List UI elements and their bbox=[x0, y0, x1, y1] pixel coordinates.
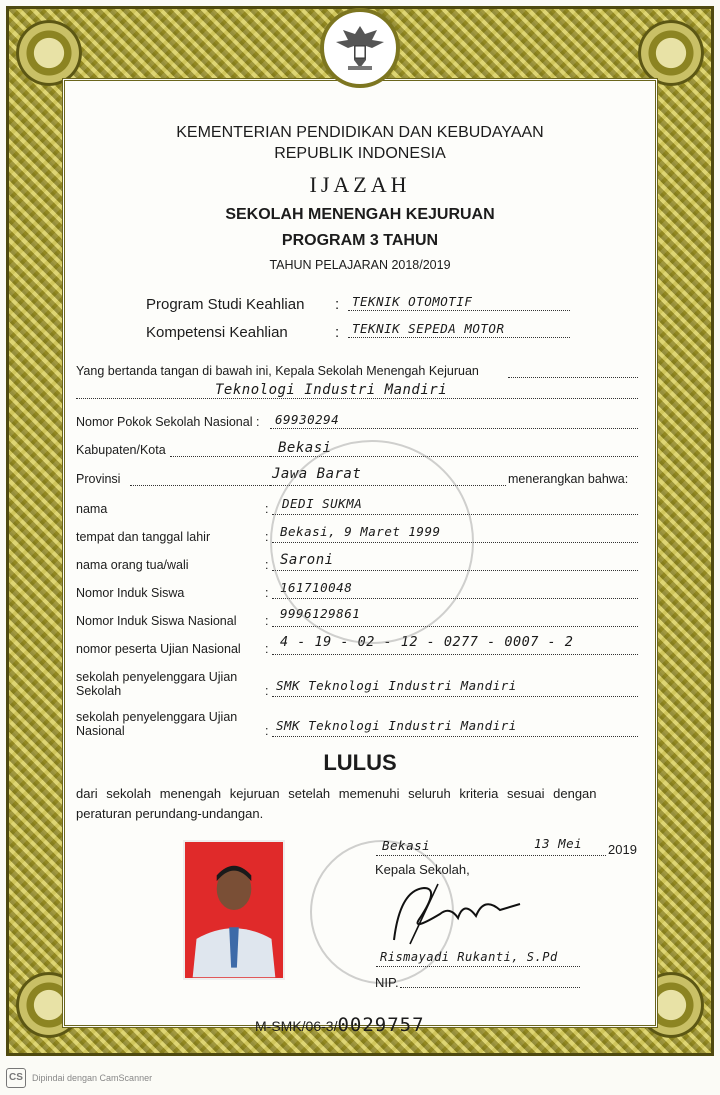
sign-year: 2019 bbox=[608, 842, 637, 857]
parent-label: nama orang tua/wali bbox=[76, 558, 189, 572]
sign-date: 13 Mei bbox=[534, 836, 583, 851]
colon: : bbox=[265, 530, 269, 544]
parent-value: Saroni bbox=[280, 552, 334, 568]
program-length: PROGRAM 3 TAHUN bbox=[281, 232, 439, 249]
document-title: IJAZAH bbox=[309, 172, 411, 197]
colon: : bbox=[265, 684, 269, 698]
serial-prefix: M-SMK/06-3/ bbox=[255, 1018, 338, 1034]
sign-place: Bekasi bbox=[382, 838, 431, 853]
colon: : bbox=[265, 642, 269, 656]
province-value: Jawa Barat bbox=[272, 466, 362, 482]
school-exam-value: SMK Teknologi Industri Mandiri bbox=[276, 678, 517, 693]
republic-title: REPUBLIK INDONESIA bbox=[274, 145, 446, 162]
fill-line bbox=[170, 456, 270, 457]
result-lulus: LULUS bbox=[323, 750, 397, 775]
fill-line bbox=[376, 966, 580, 967]
colon: : bbox=[335, 296, 340, 313]
principal-signature bbox=[380, 870, 530, 950]
program-study-value: TEKNIK OTOMOTIF bbox=[352, 294, 473, 309]
colon: : bbox=[265, 586, 269, 600]
nip-label: NIP. bbox=[375, 975, 399, 990]
fill-line bbox=[272, 736, 638, 737]
npsn-value: 69930294 bbox=[275, 412, 340, 427]
fill-line bbox=[130, 485, 270, 486]
fill-line bbox=[508, 377, 638, 378]
serial-number bbox=[255, 1014, 425, 1036]
birth-value: Bekasi, 9 Maret 1999 bbox=[280, 524, 441, 539]
fill-line bbox=[348, 337, 570, 338]
nis-value: 161710048 bbox=[280, 580, 353, 595]
province-label: Provinsi bbox=[76, 472, 121, 486]
student-name-label: nama bbox=[76, 502, 108, 516]
principal-name: Rismayadi Rukanti, S.Pd bbox=[380, 950, 558, 964]
exam-number-value: 4 - 19 - 02 - 12 - 0277 - 0007 - 2 bbox=[280, 634, 574, 650]
scanner-footer bbox=[6, 1068, 152, 1088]
national-exam-value: SMK Teknologi Industri Mandiri bbox=[276, 718, 517, 733]
colon: : bbox=[335, 324, 340, 341]
scanner-text: Dipindai dengan CamScanner bbox=[32, 1073, 153, 1083]
principal-title: Kepala Sekolah, bbox=[375, 862, 470, 877]
colon: : bbox=[265, 558, 269, 572]
student-photo bbox=[183, 840, 285, 980]
fill-line bbox=[400, 987, 580, 988]
camscanner-icon: CS bbox=[6, 1068, 26, 1088]
statement-line1: dari sekolah menengah kejuruan setelah memenuhi seluruh kriteria sesuai dengan bbox=[76, 786, 597, 801]
nisn-label: Nomor Induk Siswa Nasional bbox=[76, 614, 237, 628]
ministry-title: KEMENTERIAN PENDIDIKAN DAN KEBUDAYAAN bbox=[176, 124, 544, 141]
fill-line bbox=[76, 398, 638, 399]
school-name-value: Teknologi Industri Mandiri bbox=[215, 382, 448, 398]
stamp-watermark bbox=[270, 440, 474, 644]
academic-year: TAHUN PELAJARAN 2018/2019 bbox=[269, 258, 451, 272]
intro-text: Yang bertanda tangan di bawah ini, Kepala Sekolah Menengah Kejuruan bbox=[76, 364, 479, 378]
colon: : bbox=[265, 724, 269, 738]
school-exam-label bbox=[76, 670, 237, 698]
fill-line bbox=[348, 310, 570, 311]
national-exam-label-line1: sekolah penyelenggara Ujian bbox=[76, 710, 238, 724]
school-exam-label-line2: Sekolah bbox=[76, 684, 122, 698]
nis-label: Nomor Induk Siswa bbox=[76, 586, 185, 600]
birth-label: tempat dan tanggal lahir bbox=[76, 530, 211, 544]
declaration-suffix: menerangkan bahwa: bbox=[508, 472, 629, 486]
national-exam-label bbox=[76, 710, 237, 738]
program-study-label: Program Studi Keahlian bbox=[146, 296, 305, 313]
colon: : bbox=[265, 502, 269, 516]
school-type: SEKOLAH MENENGAH KEJURUAN bbox=[225, 206, 495, 223]
fill-line bbox=[272, 696, 638, 697]
competency-value: TEKNIK SEPEDA MOTOR bbox=[352, 321, 505, 336]
garuda-emblem bbox=[320, 8, 400, 88]
npsn-label: Nomor Pokok Sekolah Nasional : bbox=[76, 415, 260, 429]
nisn-value: 9996129861 bbox=[280, 606, 361, 621]
student-name-value: DEDI SUKMA bbox=[282, 496, 363, 511]
fill-line bbox=[376, 855, 606, 856]
exam-number-label: nomor peserta Ujian Nasional bbox=[76, 642, 241, 656]
fill-line bbox=[270, 428, 638, 429]
fill-line bbox=[272, 654, 638, 655]
city-label: Kabupaten/Kota bbox=[76, 443, 166, 457]
statement-line2: peraturan perundang-undangan. bbox=[76, 806, 264, 821]
serial-digits: 0029757 bbox=[337, 1014, 425, 1036]
school-exam-label-line1: sekolah penyelenggara Ujian bbox=[76, 670, 238, 684]
national-exam-label-line2: Nasional bbox=[76, 724, 125, 738]
city-value: Bekasi bbox=[278, 440, 332, 456]
competency-label: Kompetensi Keahlian bbox=[146, 324, 288, 341]
colon: : bbox=[265, 614, 269, 628]
